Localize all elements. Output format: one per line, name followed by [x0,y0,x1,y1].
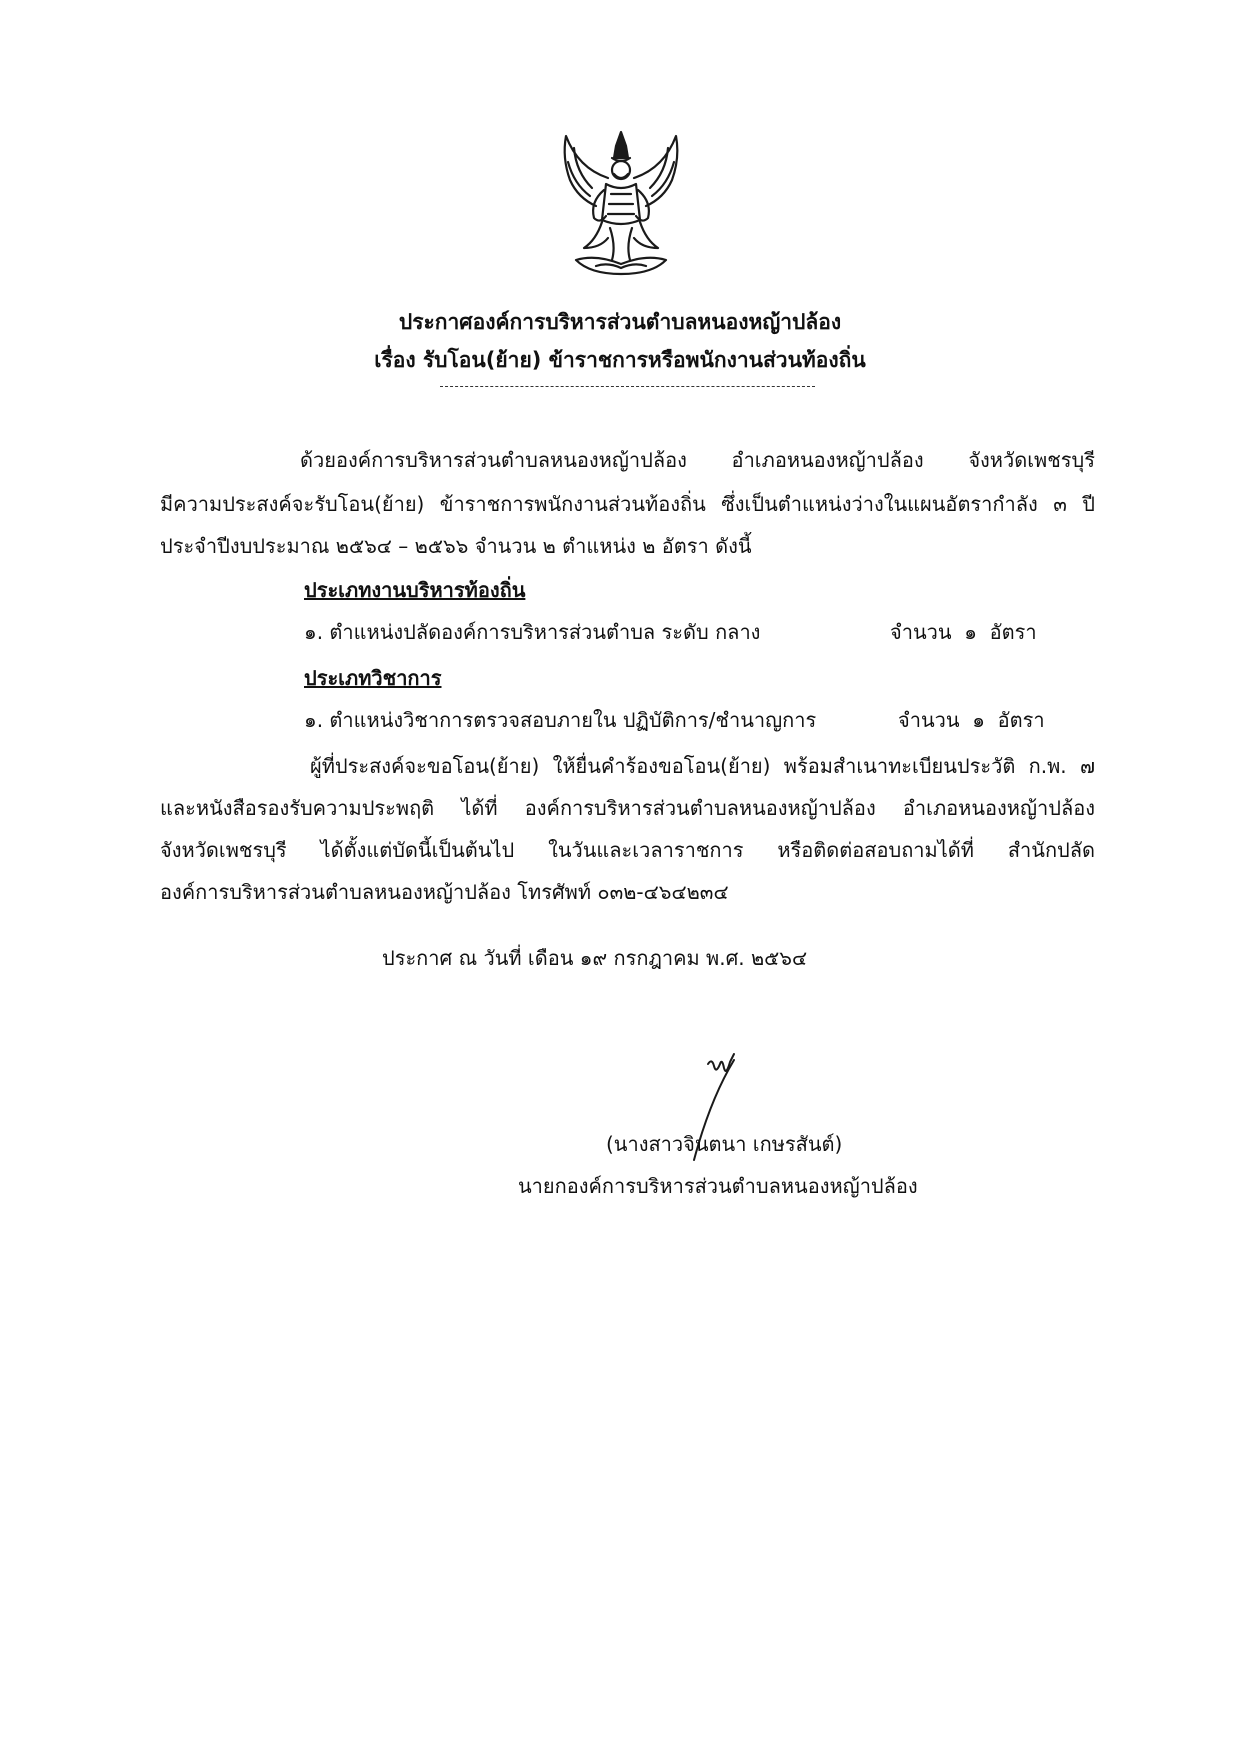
signatory-title: นายกองค์การบริหารส่วนตำบลหนองหญ้าปล้อง [518,1174,918,1198]
intro-line-2: มีความประสงค์จะรับโอน(ย้าย) ข้าราชการพนักงานส่วนท้องถิ่น ซึ่งเป็นตำแหน่งว่างในแผนอัตรากำลัง ๓ ปี [160,492,1095,516]
announcement-title: ประกาศองค์การบริหารส่วนตำบลหนองหญ้าปล้อง [398,310,842,334]
title-divider [440,386,815,387]
position-title: ๑. ตำแหน่งวิชาการตรวจสอบภายใน ปฏิบัติการ/ชำนาญการ [304,708,817,732]
position-title: ๑. ตำแหน่งปลัดองค์การบริหารส่วนตำบล ระดับ กลาง [304,620,761,644]
garuda-emblem-icon [556,128,686,278]
category-heading-academic: ประเภทวิชาการ [304,666,442,690]
position-count [898,706,1045,734]
instructions-line-4: องค์การบริหารส่วนตำบลหนองหญ้าปล้อง โทรศัพท์ ๐๓๒-๔๖๔๒๓๔ [160,880,729,904]
category-heading-local-admin: ประเภทงานบริหารท้องถิ่น [304,578,526,602]
announcement-subject: เรื่อง รับโอน(ย้าย) ข้าราชการหรือพนักงานส่วนท้องถิ่น [374,348,866,372]
instructions-line-2: และหนังสือรองรับความประพฤติ ได้ที่ องค์การบริหารส่วนตำบลหนองหญ้าปล้อง อำเภอหนองหญ้าปล้อง [160,796,1095,820]
intro-line-3: ประจำปีงบประมาณ ๒๕๖๔ – ๒๕๖๖ จำนวน ๒ ตำแหน่ง ๒ อัตรา ดังนี้ [160,534,752,558]
instructions-line-1: ผู้ที่ประสงค์จะขอโอน(ย้าย) ให้ยื่นคำร้องขอโอน(ย้าย) พร้อมสำเนาทะเบียนประวัติ ก.พ. ๗ [310,754,1095,778]
announcement-date: ประกาศ ณ วันที่ เดือน ๑๙ กรกฎาคม พ.ศ. ๒๕๖๔ [382,946,808,970]
position-count [890,618,1037,646]
count-label: จำนวน [898,708,960,732]
instructions-line-3: จังหวัดเพชรบุรี ได้ตั้งแต่บัดนี้เป็นต้นไป ในวันและเวลาราชการ หรือติดต่อสอบถามได้ที่ สำนักปลัด [160,838,1095,862]
intro-line-1: ด้วยองค์การบริหารส่วนตำบลหนองหญ้าปล้อง อำเภอหนองหญ้าปล้อง จังหวัดเพชรบุรี [300,448,1095,472]
count-unit: อัตรา [989,620,1037,644]
count-unit: อัตรา [997,708,1045,732]
position-row [304,706,816,734]
position-row [304,618,760,646]
count-value: ๑ [972,708,985,732]
signatory-name: (นางสาวจินตนา เกษรสันต์) [606,1132,843,1156]
count-value: ๑ [964,620,977,644]
count-label: จำนวน [890,620,952,644]
